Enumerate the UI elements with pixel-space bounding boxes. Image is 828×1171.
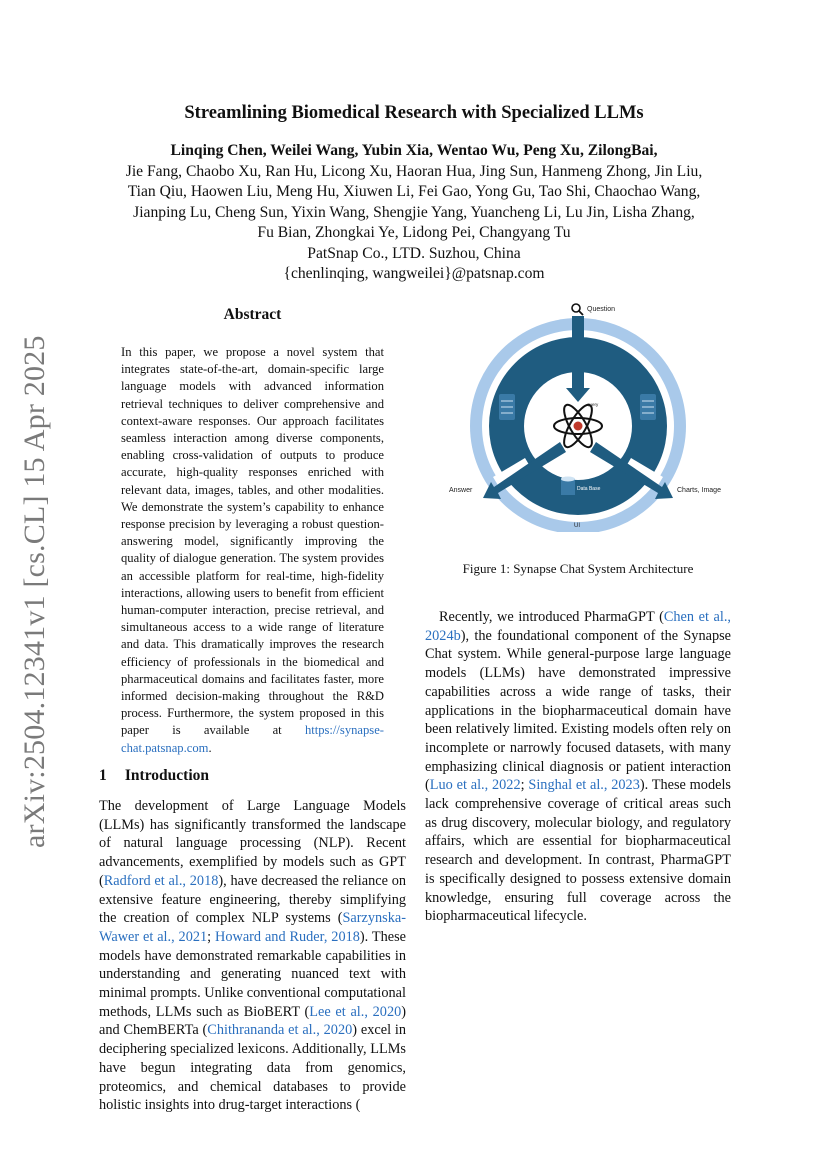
text-segment: ;	[207, 928, 216, 945]
server-icon	[499, 394, 515, 420]
system-link[interactable]: https://synapse-chat.patsnap.com	[121, 723, 384, 755]
ui-label: UI	[574, 523, 580, 529]
section-title: Introduction	[124, 767, 209, 784]
author-line: Jie Fang, Chaobo Xu, Ran Hu, Licong Xu, Haoran Hua, Jing Sun, Hanmeng Zhong, Jin Liu,	[125, 162, 703, 180]
intro-paragraph-2	[425, 608, 731, 926]
abstract-text	[121, 344, 384, 757]
answer-label: Answer	[449, 487, 473, 494]
abstract-end: .	[208, 740, 212, 755]
search-icon	[572, 304, 583, 315]
left-column	[99, 300, 407, 1114]
author-line: Fu Bian, Zhongkai Ye, Lidong Pei, Changyang Tu	[257, 224, 571, 241]
charts-image-label: Charts, Image	[677, 487, 721, 494]
server-icon	[640, 394, 656, 420]
database-icon	[561, 477, 575, 496]
text-segment: ). These models lack comprehensive coverage of critical areas such as drug discovery, molecular biology, and regulatory affairs, which are essential for biopharmaceutical research and development. In contrast, PharmaGPT is specifically designed to possess extensive domain knowledge, ensuring full coverage across the biopharmaceutical lifecycle.	[425, 777, 731, 925]
paper-title: Streamlining Biomedical Research with Specialized LLMs	[184, 103, 644, 123]
citation-link[interactable]: Radford et al., 2018	[103, 872, 219, 889]
right-column-text	[425, 608, 731, 926]
affiliation: PatSnap Co., LTD. Suzhou, China	[307, 244, 521, 262]
section-heading	[99, 767, 209, 785]
email: {chenlinqing, wangweilei}@patsnap.com	[283, 265, 545, 282]
text-segment: ) excel in deciphering specialized lexicons. Additionally, LLMs have begun integrating data from genomics, proteomics, and chemical databases to provide holistic insights into drug-target interactions (	[99, 1022, 407, 1114]
text-segment: ). These models have demonstrated remarkable capabilities in understanding and generating nuanced text with minimal prompts. Unlike conventional computational methods, LLMs such as BioBERT (	[99, 928, 407, 1020]
author-line: Jianping Lu, Cheng Sun, Yixin Wang, Shengjie Yang, Yuancheng Li, Lu Jin, Lisha Zhang,	[133, 203, 695, 221]
author-block	[60, 141, 768, 285]
architecture-figure	[435, 302, 731, 532]
citation-link[interactable]: Luo et al., 2022	[429, 777, 521, 794]
text-segment: ;	[520, 777, 529, 794]
author-line: Tian Qiu, Haowen Liu, Meng Hu, Xiuwen Li, Fei Gao, Yong Gu, Tao Shi, Chaochao Wang,	[127, 183, 701, 200]
abstract-body: In this paper, we propose a novel system that integrates state-of-the-art, domain-specific large language models with advanced information retrieval techniques to deliver comprehensive and context-aware responses. Our approach facilitates seamless interaction among diverse components, enabling cross-validation of outputs to produce accurate, high-quality responses enriched with relevant data, images, tables, and other modalities. We demonstrate the system’s capability to enhance response precision by leveraging a robust question-answering model, significantly improving the quality of dialogue generation. The system provides an accessible platform for real-time, high-fidelity interactions, allowing users to benefit from efficient human-computer interaction, precise retrieval, and simultaneous access to a wide range of literature and data. This dramatically improves the research efficiency of professionals in the biomedical and pharmaceutical domains and facilitates faster, more informed decision-making throughout the R&D process. Furthermore, the system proposed in this paper is available at	[121, 345, 384, 738]
text-segment: Recently, we introduced PharmaGPT (	[439, 609, 664, 625]
citation-link[interactable]: Singhal et al., 2023	[528, 777, 640, 794]
citation-link[interactable]: Lee et al., 2020	[309, 1003, 402, 1020]
intro-paragraph	[99, 797, 406, 1115]
text-segment: The development of Large Language Models (LLMs) has significantly transformed the landscape of natural language processing (NLP). Recent advancements, exemplified by models such as GPT (	[99, 798, 406, 889]
citation-link[interactable]: Sarzynska-Wawer et al., 2021	[99, 910, 406, 945]
database-label: Data Base	[577, 486, 601, 492]
text-segment: ), have decreased the reliance on extensive feature engineering, thereby simplifying the creation of complex NLP systems (	[99, 872, 407, 927]
author-line: Linqing Chen, Weilei Wang, Yubin Xia, Wentao Wu, Peng Xu, ZilongBai,	[170, 142, 658, 159]
query-label: query	[587, 402, 599, 407]
citation-link[interactable]: Howard and Ruder, 2018	[215, 928, 360, 945]
figure-caption: Figure 1: Synapse Chat System Architecture	[462, 561, 694, 576]
citation-link[interactable]: Chen et al., 2024b	[425, 609, 731, 644]
citation-link[interactable]: Chithrananda et al., 2020	[207, 1022, 353, 1039]
question-label: Question	[587, 306, 616, 313]
abstract-heading: Abstract	[223, 306, 282, 323]
text-segment: ) and ChemBERTa (	[99, 1003, 407, 1039]
arxiv-identifier[interactable]: arXiv:2504.12341v1 [cs.CL] 15 Apr 2025	[18, 335, 51, 848]
section-number: 1	[99, 767, 107, 784]
text-segment: ), the foundational component of the Synapse Chat system. While general-purpose large language models (LLMs) have demonstrated impressive capabilities across a wide range of tasks, their applications in the biopharmaceutical domain have been relatively limited. Existing models often rely on incomplete or narrowly focused datasets, with many emphasizing clinical diagnosis or patient interaction (	[425, 627, 731, 794]
